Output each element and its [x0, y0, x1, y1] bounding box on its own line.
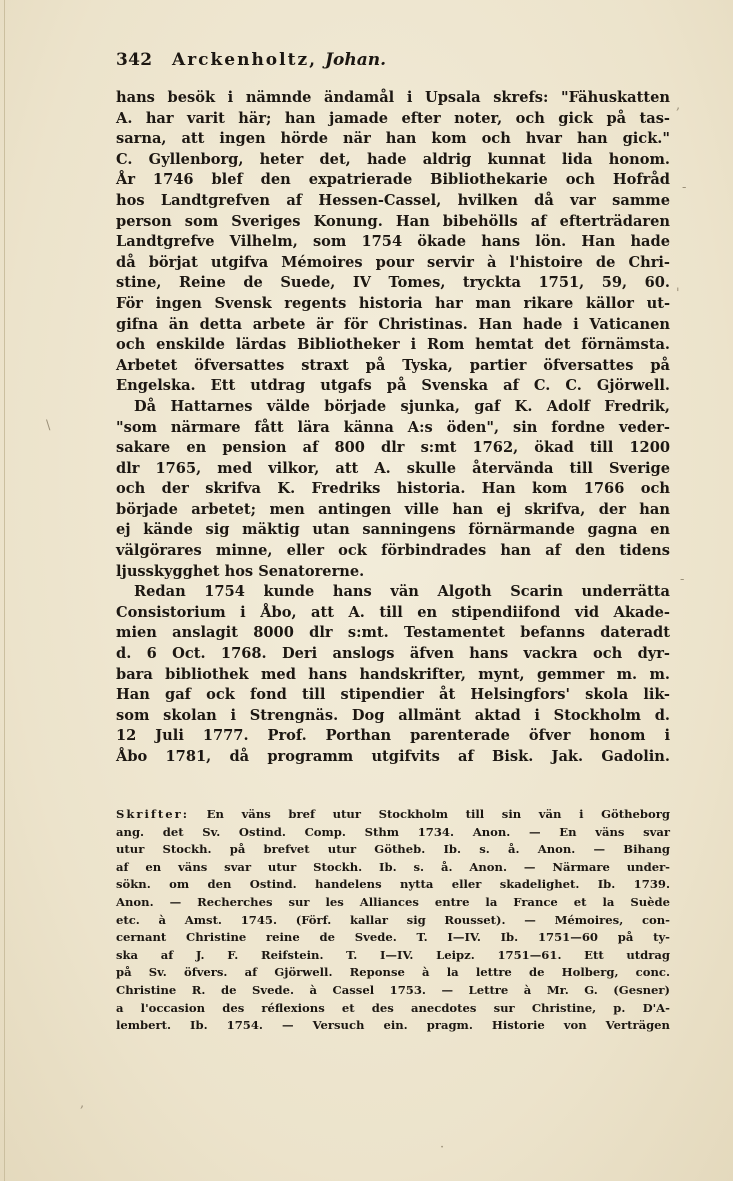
references-line: lembert. Ib. 1754. — Versuch ein. pragm. Historie von Verträgen	[116, 1018, 670, 1033]
references-rest	[116, 824, 670, 1035]
body-line: Åbo 1781, då programm utgifvits af Bisk. Jak. Gadolin.	[116, 748, 670, 765]
body-line: stine, Reine de Suede, IV Tomes, tryckta 1751, 59, 60.	[116, 274, 670, 292]
header-first-name: Johan.	[324, 50, 387, 70]
body-line: då börjat utgifva Mémoires pour servir à l'histoire de Chri-	[116, 253, 670, 271]
body-line: "som närmare fått lära känna A:s öden", sin fordne veder-	[116, 418, 670, 436]
references-line: ska af J. F. Reifstein. T. I—IV. Leipz. 1751—61. Ett utdrag	[116, 947, 670, 962]
references-line: på Sv. öfvers. af Gjörwell. Reponse à la lettre de Holberg, conc.	[116, 965, 670, 980]
references-line: utur Stockh. på brefvet utur Götheb. Ib. s. å. Anon. — Bihang	[116, 842, 670, 857]
body-line: och enskilde lärdas Bibliotheker i Rom hemtat det förnämsta.	[116, 336, 670, 354]
body-line: C. Gyllenborg, heter det, hade aldrig kunnat lida honom.	[116, 150, 670, 168]
body-line: mien anslagit 8000 dlr s:mt. Testamentet befanns dateradt	[116, 624, 670, 642]
margin-mark: ·	[440, 1140, 445, 1155]
body-line: Han gaf ock fond till stipendier åt Helsingfors' skola lik-	[116, 686, 670, 704]
references-line: ang. det Sv. Ostind. Comp. Sthm 1734. Anon. — En väns svar	[116, 824, 670, 839]
body-line: ej kände sig mäktig utan sanningens förnärmande gagna en	[116, 521, 670, 539]
margin-mark: -	[682, 180, 687, 195]
references-label: Skrifter:	[116, 807, 190, 821]
body-line: började arbetet; men antingen ville han ej skrifva, der han	[116, 500, 670, 518]
body-line: person som Sveriges Konung. Han bibehölls af efterträdaren	[116, 212, 670, 230]
body-line: dlr 1765, med vilkor, att A. skulle återvända till Sverige	[116, 459, 670, 477]
body-line: välgörares minne, eller ock förbindrades han af den tidens	[116, 542, 670, 560]
body-line: sakare en pension af 800 dlr s:mt 1762, ökad till 1200	[116, 439, 670, 457]
body-line: För ingen Svensk regents historia har man rikare källor ut-	[116, 294, 670, 312]
body-line: d. 6 Oct. 1768. Deri anslogs äfven hans vackra och dyr-	[116, 645, 670, 663]
body-line: Engelska. Ett utdrag utgafs på Svenska af C. C. Gjörwell.	[116, 377, 670, 395]
running-header	[116, 50, 676, 78]
body-line: Landtgrefve Vilhelm, som 1754 ökade hans lön. Han hade	[116, 233, 670, 251]
margin-mark: -	[680, 572, 685, 587]
body-line: Consistorium i Åbo, att A. till en stipendiifond vid Akade-	[116, 603, 670, 621]
body-line: ljusskygghet hos Senatorerne.	[116, 562, 365, 580]
body-text	[116, 88, 670, 768]
body-line: bara bibliothek med hans handskrifter, mynt, gemmer m. m.	[116, 665, 670, 683]
body-line: gifna än detta arbete är för Christinas. Han hade i Vaticanen	[116, 315, 670, 333]
margin-mark: \	[46, 418, 51, 433]
body-line: som skolan i Strengnäs. Dog allmänt aktad i Stockholm d.	[116, 706, 670, 724]
references-line: sökn. om den Ostind. handelens nytta eller skadelighet. Ib. 1739.	[116, 877, 670, 892]
margin-mark: ,	[676, 98, 681, 113]
references-line: Skrifter: En väns bref utur Stockholm till sin vän i Götheborg	[116, 807, 670, 821]
body-line: Då Hattarnes välde började sjunka, gaf K. Adolf Fredrik,	[134, 397, 670, 415]
body-line: 12 Juli 1777. Prof. Porthan parenterade öfver honom i	[116, 727, 670, 745]
margin-mark: ,	[80, 1096, 85, 1111]
references-line: Anon. — Recherches sur les Alliances entre la France et la Suède	[116, 894, 670, 909]
body-line: hos Landtgrefven af Hessen-Cassel, hvilken då var samme	[116, 191, 670, 209]
body-line: och der skrifva K. Fredriks historia. Han kom 1766 och	[116, 480, 670, 498]
page-number: 342	[116, 50, 153, 70]
body-line: A. har varit här; han jamade efter noter, och gick på tas-	[116, 109, 670, 127]
references-line: etc. à Amst. 1745. (Förf. kallar sig Rousset). — Mémoires, con-	[116, 912, 670, 927]
body-line: hans besök i nämnde ändamål i Upsala skrefs: "Fähuskatten	[116, 89, 670, 106]
body-line: År 1746 blef den expatrierade Bibliothekarie och Hofråd	[116, 171, 670, 189]
references	[116, 806, 670, 1035]
header-author: Arckenholtz,	[172, 50, 318, 70]
references-line: a l'occasion des réflexions et des anecdotes sur Christine, p. D'A-	[116, 1000, 670, 1015]
margin-mark: '	[676, 286, 680, 301]
body-line: Arbetet öfversattes straxt på Tyska, partier öfversattes på	[116, 356, 670, 374]
body-line: Redan 1754 kunde hans vän Algoth Scarin underrätta	[134, 583, 670, 601]
references-line: af en väns svar utur Stockh. Ib. s. å. Anon. — Närmare under-	[116, 859, 670, 874]
header-title	[172, 50, 386, 70]
references-line: Christine R. de Svede. à Cassel 1753. — Lettre à Mr. G. (Gesner)	[116, 982, 670, 997]
body-line: sarna, att ingen hörde när han kom och hvar han gick."	[116, 130, 670, 148]
page-edge	[4, 0, 5, 1181]
references-line: cernant Christine reine de Svede. T. I—IV. Ib. 1751—60 på ty-	[116, 930, 670, 945]
